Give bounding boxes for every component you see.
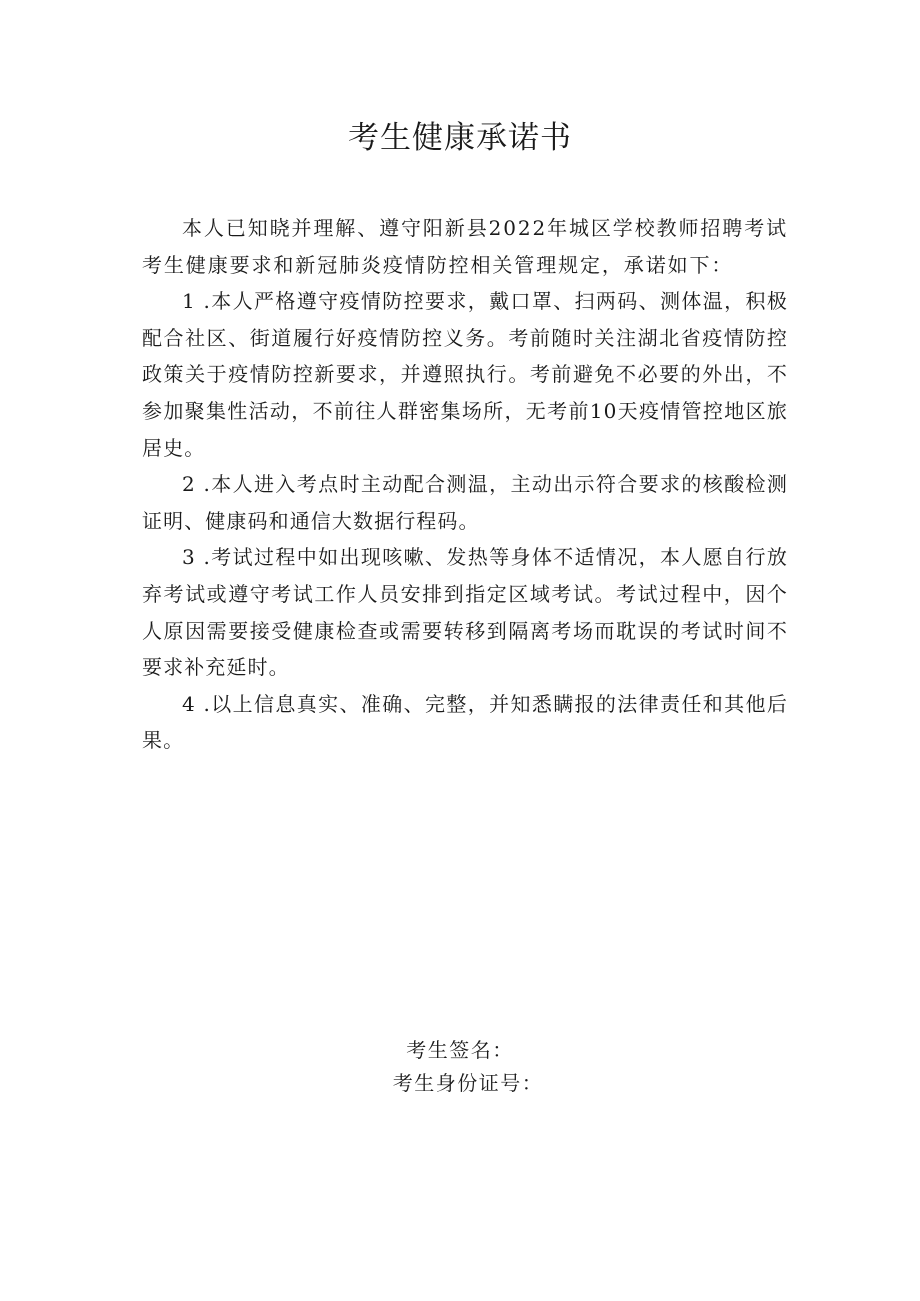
id-number-label: 考生身份证号： (392, 1071, 544, 1095)
commitment-item-1: 1 .本人严格遵守疫情防控要求，戴口罩、扫两码、测体温，积极配合社区、街道履行好疫情防控义务。考前随时关注湖北省疫情防控政策关于疫情防控新要求，并遵照执行。考前避免不必要的外出，不参加聚集性活动，不前往人群密集场所，无考前10天疫情管控地区旅居史。 (142, 289, 788, 460)
commitment-item-4: 4 .以上信息真实、准确、完整，并知悉瞒报的法律责任和其他后果。 (142, 691, 788, 753)
commitment-item-2: 2 .本人进入考点时主动配合测温，主动出示符合要求的核酸检测证明、健康码和通信大数据行程码。 (142, 472, 788, 533)
signature-block (0, 1034, 920, 1100)
document-title: 考生健康承诺书 (348, 120, 572, 156)
commitment-item-3: 3 .考试过程中如出现咳嗽、发热等身体不适情况，本人愿自行放弃考试或遵守考试工作人员安排到指定区域考试。考试过程中，因个人原因需要接受健康检查或需要转移到隔离考场而耽误的考试时间不要求补充延时。 (142, 545, 788, 680)
intro-paragraph: 本人已知晓并理解、遵守阳新县2022年城区学校教师招聘考试考生健康要求和新冠肺炎疫情防控相关管理规定，承诺如下： (142, 216, 788, 277)
signature-label: 考生签名： (406, 1038, 514, 1062)
document-body (142, 210, 788, 759)
